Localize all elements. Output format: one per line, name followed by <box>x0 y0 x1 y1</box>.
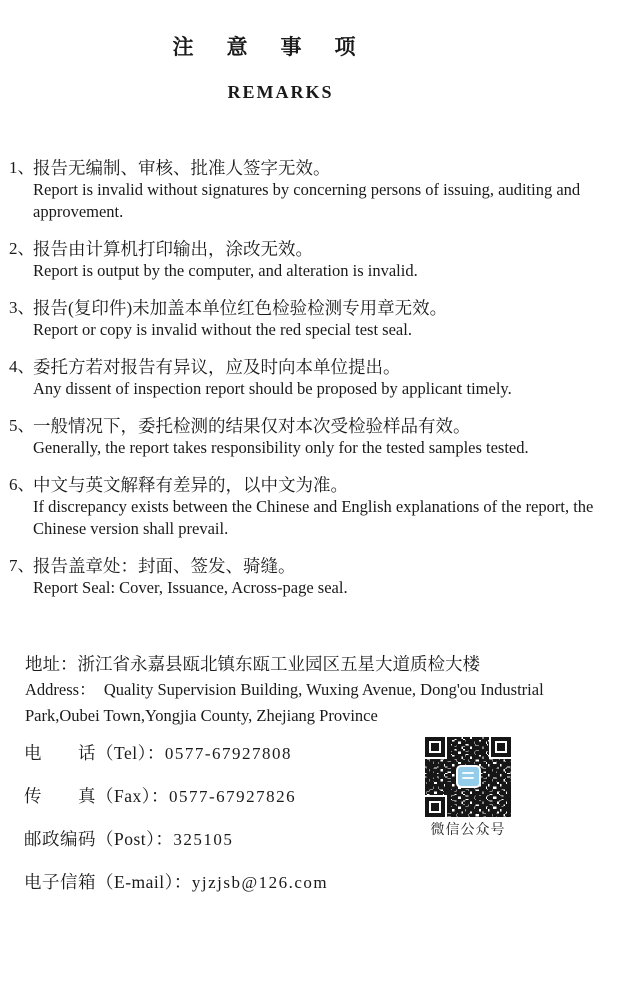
note-text-cn: 报告无编制、审核、批准人签字无效。 <box>33 158 331 178</box>
note-text-en: Any dissent of inspection report should be proposed by applicant timely. <box>33 379 512 398</box>
note-number: 4、 <box>9 357 35 376</box>
address-line-en: Address： Quality Supervision Building, Wuxing Avenue, Dong'ou Industrial Park,Oubei Town,Yongjia County, Zhejiang Province <box>25 680 548 725</box>
qr-caption: 微信公众号 <box>430 823 506 838</box>
note-text-en: If discrepancy exists between the Chinese and English explanations of the report, the Chinese version shall prevail. <box>33 497 594 538</box>
contact-label-post: 邮政编码（Post）： <box>24 829 174 849</box>
contact-value-email: yjzjsb@126.com <box>191 873 329 892</box>
note-text-en: Report is output by the computer, and alteration is invalid. <box>33 261 418 280</box>
contact-label-tel: 电 话（Tel）： <box>24 743 165 763</box>
note-number: 1、 <box>9 158 35 177</box>
note-number: 2、 <box>9 239 35 258</box>
contact-row-fax <box>24 785 623 808</box>
note-text-en: Generally, the report takes responsibility only for the tested samples tested. <box>33 438 529 457</box>
note-number: 6、 <box>9 475 35 494</box>
note-text-cn: 委托方若对报告有异议，应及时向本单位提出。 <box>33 357 401 377</box>
note-text-cn: 一般情况下，委托检测的结果仅对本次受检验样品有效。 <box>33 416 471 436</box>
contact-value-tel: 0577-67927808 <box>164 744 293 763</box>
contact-label-fax: 传 真（Fax）： <box>24 786 169 806</box>
note-item-6 <box>0 474 603 540</box>
address-block <box>25 651 581 729</box>
note-number: 3、 <box>9 298 35 317</box>
note-number: 5、 <box>9 416 35 435</box>
note-text-cn: 中文与英文解释有差异的，以中文为准。 <box>33 475 348 495</box>
address-line-cn: 地址：浙江省永嘉县瓯北镇东瓯工业园区五星大道质检大楼 <box>25 654 480 674</box>
qr-center-logo-icon <box>458 767 479 786</box>
page-header <box>0 0 623 102</box>
note-item-2 <box>0 238 603 282</box>
contact-row-post <box>24 828 623 851</box>
contact-row-email <box>24 871 623 894</box>
qr-finder-bottomleft-icon <box>425 797 445 817</box>
contact-row-tel <box>24 742 623 765</box>
note-item-3 <box>0 297 603 341</box>
contact-value-post: 325105 <box>173 830 234 849</box>
note-text-en: Report or copy is invalid without the red special test seal. <box>33 320 412 339</box>
note-text-cn: 报告(复印件)未加盖本单位红色检验检测专用章无效。 <box>33 298 448 318</box>
note-number: 7、 <box>9 556 35 575</box>
qr-finder-topleft-icon <box>425 737 445 757</box>
contact-label-email: 电子信箱（E-mail）： <box>24 872 192 892</box>
note-text-cn: 报告盖章处：封面、签发、骑缝。 <box>33 556 296 576</box>
note-item-1 <box>0 157 603 223</box>
note-item-7 <box>0 555 603 599</box>
page-title-cn: 注意事项 <box>172 35 389 59</box>
note-item-5 <box>0 415 603 459</box>
note-text-en: Report is invalid without signatures by concerning persons of issuing, auditing and approvement. <box>33 180 581 221</box>
contact-value-fax: 0577-67927826 <box>169 787 297 806</box>
note-text-cn: 报告由计算机打印输出，涂改无效。 <box>33 239 313 259</box>
note-item-4 <box>0 356 603 400</box>
qr-finder-topright-icon <box>491 737 511 757</box>
contact-block <box>24 742 623 894</box>
wechat-qr-code-icon <box>425 737 511 817</box>
note-text-en: Report Seal: Cover, Issuance, Across-page seal. <box>33 578 348 597</box>
page-title-en: REMARKS <box>227 82 334 102</box>
notes-list <box>0 157 623 599</box>
